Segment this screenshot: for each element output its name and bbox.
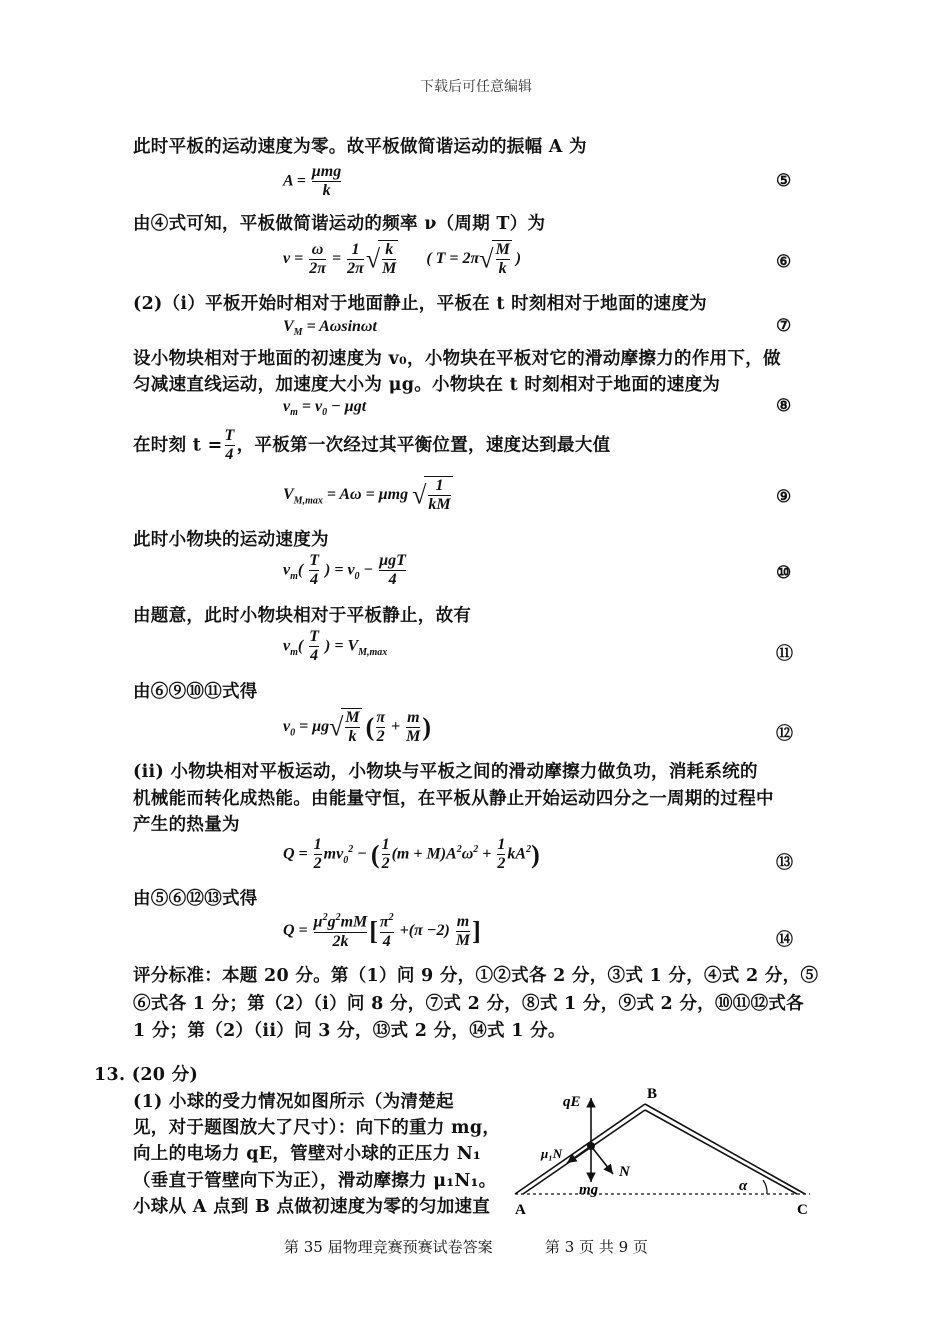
- text-line: 由⑥⑨⑩⑪式得: [133, 682, 258, 702]
- text-line: 此时平板的运动速度为零。故平板做简谐运动的振幅 A 为: [133, 137, 587, 157]
- text-line: (ii) 小物块相对平板运动，小物块与平板之间的滑动摩擦力做负功，消耗系统的: [133, 762, 758, 782]
- arrow-N: [591, 1146, 613, 1174]
- eq-number: ⑩: [776, 563, 792, 583]
- text-line: 小球从 A 点到 B 点做初速度为零的匀加速直: [133, 1197, 491, 1217]
- text-line: （垂直于管壁向下为正），滑动摩擦力 μ₁N₁。: [133, 1171, 497, 1191]
- tube-right-inner: [645, 1110, 797, 1194]
- eq-number: ⑥: [776, 252, 792, 272]
- text-line: 在时刻 t = $\frac{T}{4}$ ，平板第一次经过其平衡位置，速度达到最大值: [133, 427, 611, 464]
- tube-left-outer: [515, 1104, 645, 1194]
- angle-arc: [763, 1180, 767, 1194]
- footer-title: 第 35 届物理竞赛预赛试卷答案: [284, 1238, 493, 1256]
- label-qE: qE: [563, 1094, 581, 1110]
- label-mu: μ₁N: [541, 1146, 563, 1161]
- text-line: 产生的热量为: [133, 815, 240, 835]
- scoring-line: 1 分；第（2）（ii）问 3 分，⑬式 2 分，⑭式 1 分。: [133, 1021, 566, 1041]
- equation-5: A = $\frac{\text{μmg}}{k}$: [283, 163, 342, 200]
- label-A: A: [515, 1202, 526, 1218]
- eq-number: ⑧: [776, 396, 792, 416]
- equation-10: $v_m$( $\frac{T}{4}$ ) = $v_0$ − $\frac{\text{μgT}}{4}$: [283, 552, 406, 589]
- force-diagram: [505, 1082, 825, 1222]
- eq-number: ⑪: [776, 644, 793, 664]
- equation-8: $v_m = v_0 - \mu gt$: [283, 398, 367, 419]
- text-line: 由⑤⑥⑫⑬式得: [133, 889, 258, 909]
- label-alpha: α: [739, 1178, 748, 1194]
- equation-7: $V_M = A\omega\sin\omega t$: [283, 318, 377, 339]
- eq-number: ⑦: [776, 316, 792, 336]
- equation-12: $v_0 = \mu g√$ $\frac{M}{k}$ ( $\frac{\pi}{2}$ + $\frac{m}{M}$ ): [283, 708, 432, 746]
- page-header: 下载后可任意编辑: [420, 79, 532, 95]
- text-line: 见，对于题图放大了尺寸）：向下的重力 mg，: [133, 1118, 501, 1138]
- text-line: 机械能而转化成热能。由能量守恒，在平板从静止开始运动四分之一周期的过程中: [133, 789, 774, 809]
- text-line: 匀减速直线运动，加速度大小为 μg。小物块在 t 时刻相对于地面的速度为: [133, 375, 721, 395]
- eq-number: ⑨: [776, 487, 792, 507]
- equation-13: Q = $\frac{1}{2}$ $mv_0^2$ − ( $\frac{1}{2}$ $(m + M)A^2\omega^2$ + $\frac{1}{2}$ $kA^2$): [283, 836, 540, 873]
- eq-number: ⑫: [776, 724, 793, 744]
- eq-number: ⑬: [776, 853, 793, 873]
- footer-page: 第 3 页 共 9 页: [545, 1238, 648, 1256]
- equation-14: Q = $\frac{\mu^2g^2mM}{2k}$ [ $\frac{\pi^2}{4}$ +(π −2) $\frac{m}{M}$ ]: [283, 912, 481, 950]
- label-C: C: [797, 1202, 808, 1218]
- scoring-line: ⑥式各 1 分；第（2）（i）问 8 分，⑦式 2 分，⑧式 1 分，⑨式 2 分，⑩⑪⑫式各: [133, 994, 804, 1014]
- eq-number: ⑭: [776, 930, 793, 950]
- eq-number: ⑤: [776, 171, 792, 191]
- label-B: B: [647, 1086, 658, 1102]
- equation-6: ν = $\frac{\omega}{2\pi}$ = $\frac{1}{2\pi}$ √ $\frac{k}{M}$ ( T = 2π√ $\frac{M}{k}$ ): [283, 240, 522, 278]
- label-mg: mg: [579, 1182, 599, 1198]
- equation-9: $V_{M,max} = A\omega = \mu mg$ √ $\frac{1}{kM}$: [283, 477, 451, 514]
- problem-heading: 13. (20 分): [94, 1065, 199, 1085]
- text-line: 向上的电场力 qE，管壁对小球的正压力 N₁: [133, 1144, 482, 1164]
- text-line: 由④式可知，平板做简谐运动的频率 ν（周期 T）为: [133, 214, 546, 234]
- text-line: 由题意，此时小物块相对于平板静止，故有: [133, 606, 472, 626]
- text-line: 设小物块相对于地面的初速度为 v₀，小物块在平板对它的滑动摩擦力的作用下，做: [133, 349, 781, 369]
- text-line: (2)（i）平板开始时相对于地面静止，平板在 t 时刻相对于地面的速度为: [133, 294, 707, 314]
- label-N: N: [619, 1164, 630, 1180]
- text-line: 此时小物块的运动速度为: [133, 530, 329, 550]
- arrow-friction: [567, 1146, 591, 1163]
- tube-right-outer: [645, 1104, 805, 1194]
- equation-11: $v_m$( $\frac{T}{4}$ ) = $V_{M,max}$: [283, 628, 388, 665]
- scoring-line: 评分标准：本题 20 分。第（1）问 9 分，①②式各 2 分，③式 1 分，④式 2 分，⑤: [133, 966, 819, 986]
- text-line: (1) 小球的受力情况如图所示（为清楚起: [133, 1092, 454, 1112]
